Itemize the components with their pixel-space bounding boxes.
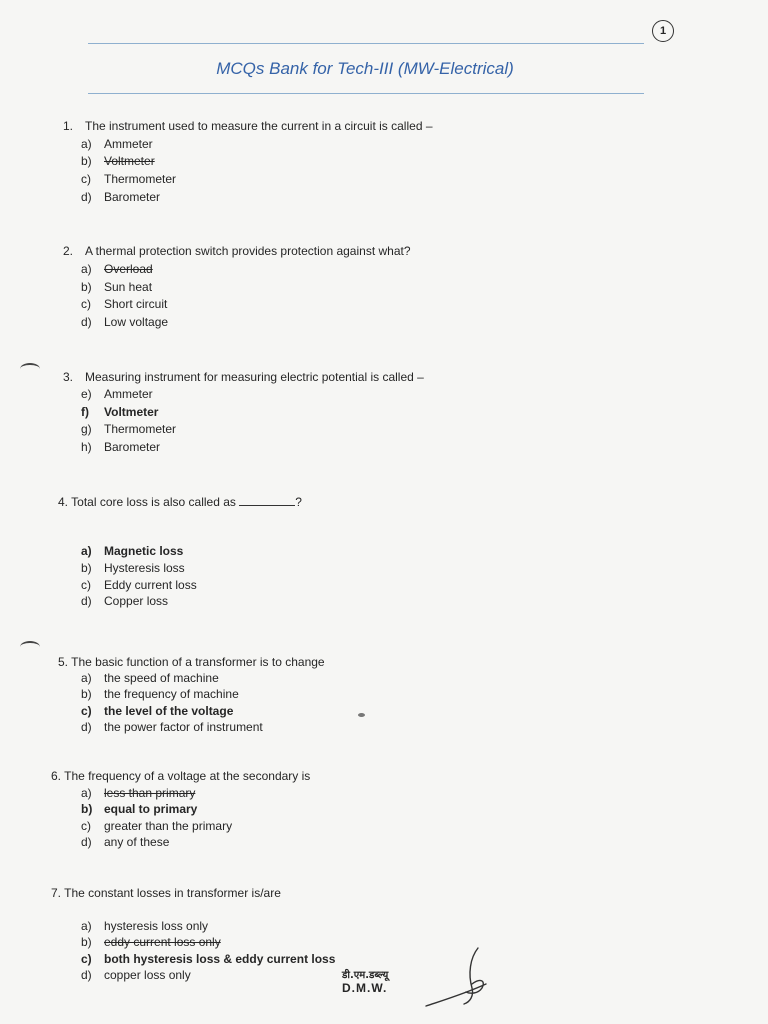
option-2c: c) Short circuit: [81, 297, 168, 311]
option-1d: d) Barometer: [81, 190, 161, 204]
option-4b: b) Hysteresis loss: [81, 561, 185, 575]
page-title: MCQs Bank for Tech-III (MW-Electrical): [216, 59, 514, 78]
signature: [420, 944, 500, 1010]
question-text: The instrument used to measure the current in a circuit is called –: [85, 119, 433, 133]
option-2d: d) Low voltage: [81, 315, 169, 329]
question-text-end: ?: [295, 495, 302, 509]
question-1: [63, 119, 433, 133]
option-5c: c) the level of the voltage: [81, 704, 234, 718]
header-rule-bottom: [88, 93, 644, 94]
option-7c: c) both hysteresis loss & eddy current loss: [81, 952, 336, 966]
option-3g: g) Thermometer: [81, 422, 177, 436]
question-number: 7.: [51, 886, 62, 900]
option-6b: b) equal to primary: [81, 802, 198, 816]
question-text: The basic function of a transformer is to change: [71, 655, 325, 669]
question-3: [63, 370, 424, 384]
question-number: 1.: [63, 119, 74, 133]
question-number: 5.: [58, 655, 69, 669]
option-1a: a) Ammeter: [81, 137, 153, 151]
page-number: 1: [652, 20, 674, 42]
question-number: 3.: [63, 370, 74, 384]
question-text: A thermal protection switch provides protection against what?: [85, 244, 411, 258]
option-3f: f) Voltmeter: [81, 405, 159, 419]
header-rule-top: [88, 43, 644, 44]
option-6a: a) less than primary: [81, 786, 196, 800]
option-4c: c) Eddy current loss: [81, 578, 197, 592]
option-5a: a) the speed of machine: [81, 671, 219, 685]
question-text: The constant losses in transformer is/are: [64, 886, 281, 900]
question-5: [58, 655, 325, 669]
question-text: The frequency of a voltage at the secondary is: [64, 769, 311, 783]
question-number: 6.: [51, 769, 62, 783]
question-6: [51, 769, 310, 783]
option-7d: d) copper loss only: [81, 968, 191, 982]
option-2a: a) Overload: [81, 262, 153, 276]
question-2: [63, 244, 411, 258]
punch-hole-mark: [20, 641, 40, 653]
ink-speck: [358, 713, 365, 717]
question-text: Total core loss is also called as: [71, 495, 236, 509]
option-4d: d) Copper loss: [81, 594, 169, 608]
option-6d: d) any of these: [81, 835, 170, 849]
option-3e: e) Ammeter: [81, 387, 153, 401]
question-4: [58, 495, 302, 509]
dmw-stamp: [342, 967, 388, 995]
option-4a: a) Magnetic loss: [81, 544, 184, 558]
question-7: [51, 886, 281, 900]
question-number: 2.: [63, 244, 74, 258]
stamp-english: D.M.W.: [342, 981, 388, 995]
option-3h: h) Barometer: [81, 440, 161, 454]
option-5d: d) the power factor of instrument: [81, 720, 263, 734]
stamp-hindi: डी.एम.डब्ल्यू: [342, 970, 389, 981]
question-text: Measuring instrument for measuring electric potential is called –: [85, 370, 424, 384]
option-5b: b) the frequency of machine: [81, 687, 239, 701]
punch-hole-mark: [20, 363, 40, 375]
option-7b: b) eddy current loss only: [81, 935, 221, 949]
option-1c: c) Thermometer: [81, 172, 177, 186]
option-1b: b) Voltmeter: [81, 154, 155, 168]
answer-blank: [239, 495, 295, 506]
option-6c: c) greater than the primary: [81, 819, 233, 833]
question-number: 4.: [58, 495, 69, 509]
option-2b: b) Sun heat: [81, 280, 153, 294]
option-7a: a) hysteresis loss only: [81, 919, 209, 933]
